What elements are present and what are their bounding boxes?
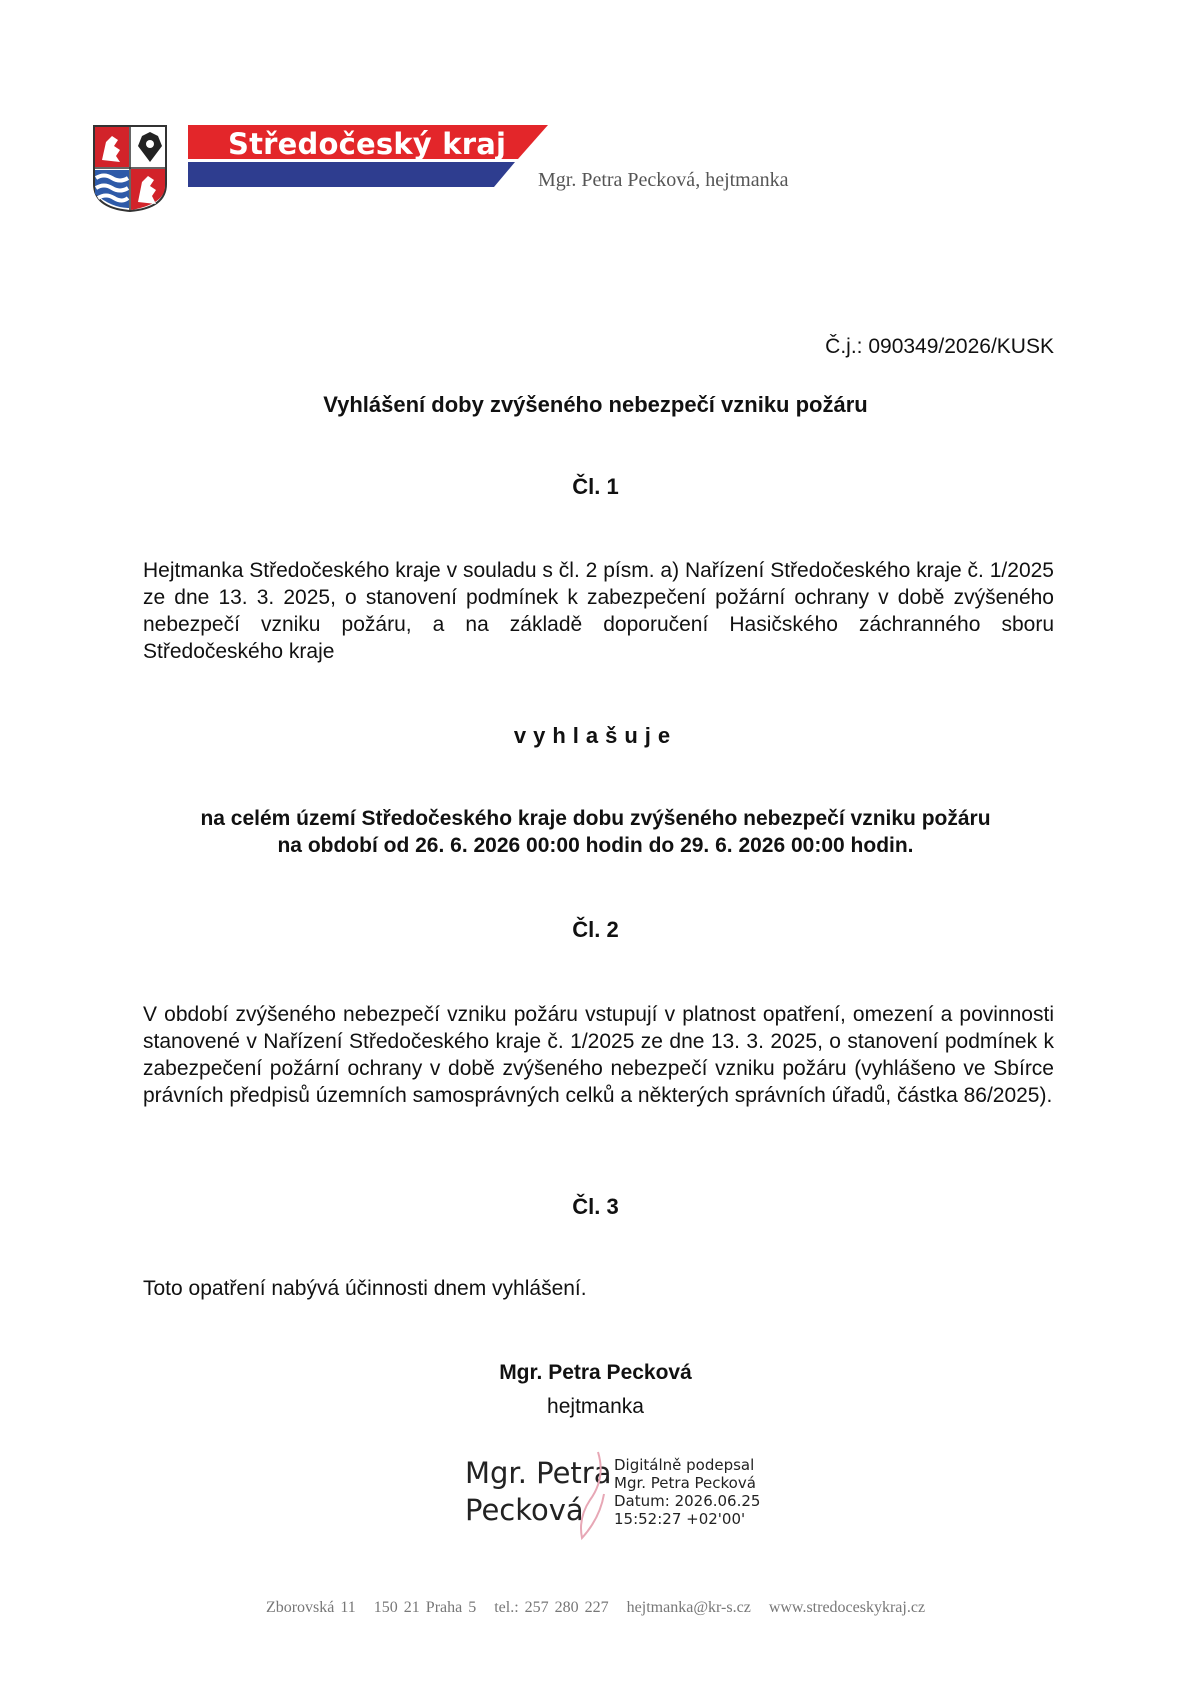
article-1-text: Hejtmanka Středočeského kraje v souladu s čl. 2 písm. a) Nařízení Středočeského kraje č. 1/2025 ze dne 13. 3. 2025, o stanovení podmínek k zabezpečení požární ochrany v době zvýšeného nebezpečí vzniku požáru, a na základě doporučení Hasičského záchranného sboru Středočeského kraje (143, 559, 1054, 663)
footer-phone: tel.: 257 280 227 (494, 1599, 609, 1616)
document-title: Vyhlášení doby zvýšeného nebezpečí vzniku požáru (323, 392, 868, 417)
coat-of-arms-logo (92, 124, 168, 212)
footer-email[interactable]: hejtmanka@kr-s.cz (626, 1599, 751, 1616)
footer-web[interactable]: www.stredoceskykraj.cz (768, 1599, 926, 1616)
signature-detail-line: Mgr. Petra Pecková (614, 1474, 756, 1492)
article-2-text: V období zvýšeného nebezpečí vzniku požáru vstupují v platnost opatření, omezení a povinnosti stanovené v Nařízení Středočeského kraje č. 1/2025 ze dne 13. 3. 2025, o stanovení podmínek k zabezpečení požární ochrany v době zvýšeného nebezpečí vzniku požáru (vyhlášeno ve Sbírce právních předpisů územních samosprávných celků a některých správních úřadů, částka 86/2025). (143, 1003, 1054, 1107)
signature-detail-line: Datum: 2026.06.25 (614, 1492, 761, 1510)
reference-number: Č.j.: 090349/2026/KUSK (825, 335, 1054, 358)
signatory-name: Mgr. Petra Pecková (499, 1361, 692, 1384)
declaration-verb: vyhlašuje (513, 723, 678, 748)
region-name: Středočeský kraj (228, 127, 507, 161)
footer (0, 1599, 1191, 1617)
digital-signature-details (614, 1456, 760, 1528)
article-1-heading: Čl. 1 (572, 474, 619, 499)
declaration-line-1: na celém území Středočeského kraje dobu zvýšeného nebezpečí vzniku požáru (200, 807, 991, 830)
signature-detail-line: Digitálně podepsal (614, 1456, 755, 1474)
declaration-line-2: na období od 26. 6. 2026 00:00 hodin do 29. 6. 2026 00:00 hodin. (277, 834, 914, 857)
article-2-heading: Čl. 2 (572, 917, 619, 942)
signature-stroke-icon (560, 1448, 620, 1543)
footer-address: Zborovská 11 (265, 1599, 356, 1616)
signatory-role: hejtmanka (547, 1395, 644, 1418)
digital-signature-name-line-1: Mgr. Petra (465, 1456, 612, 1490)
footer-postal: 150 21 Praha 5 (373, 1599, 477, 1616)
signature-detail-line: 15:52:27 +02'00' (614, 1510, 746, 1528)
governor-title: Mgr. Petra Pecková, hejtmanka (538, 169, 789, 191)
article-3-text: Toto opatření nabývá účinnosti dnem vyhlášení. (143, 1277, 587, 1300)
article-3-heading: Čl. 3 (572, 1194, 619, 1219)
digital-signature-name-line-2: Pecková (465, 1493, 584, 1527)
region-banner (188, 125, 548, 187)
